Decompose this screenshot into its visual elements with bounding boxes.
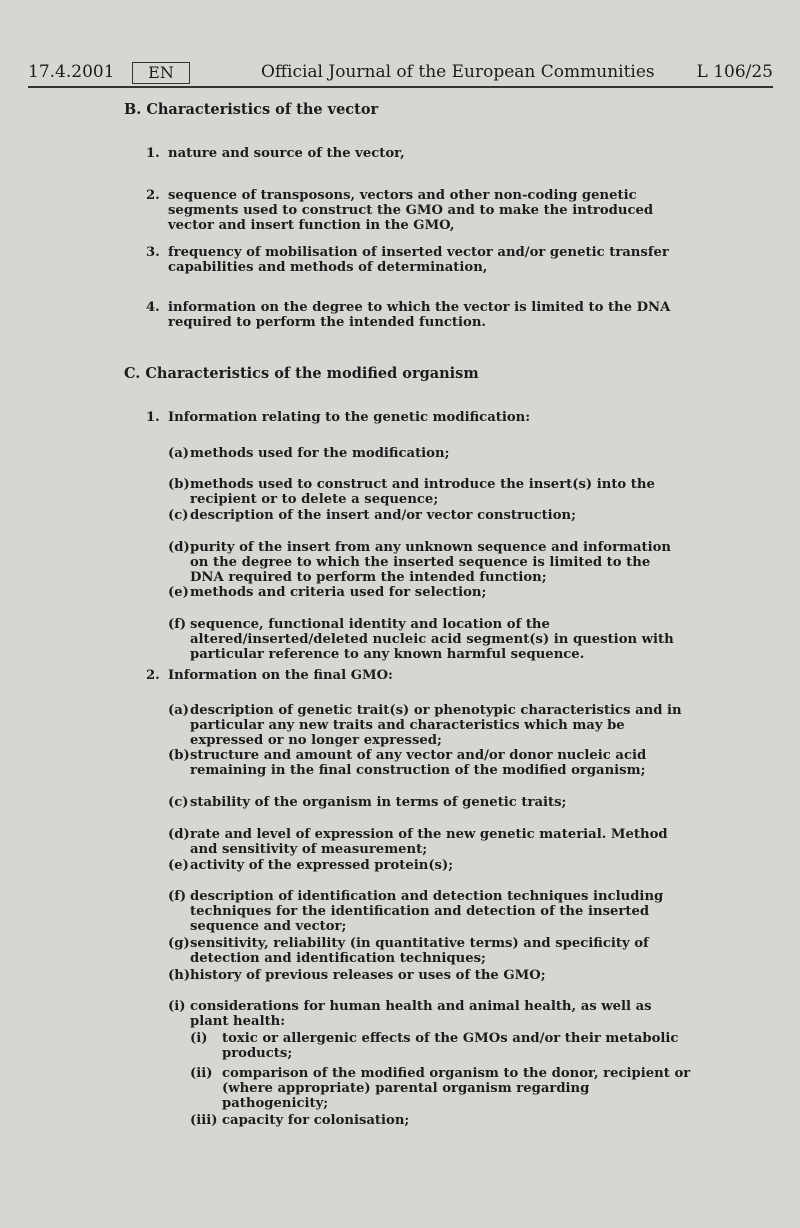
list-item: activity of the expressed protein(s); — [190, 858, 454, 873]
page-reference: L 106/25 — [696, 62, 773, 82]
list-item: rate and level of expression of the new genetic material. Method and sensitivity of measurement; — [190, 827, 668, 857]
item-label: (e) — [168, 858, 189, 873]
item-label: (d) — [168, 827, 190, 842]
page-header — [28, 62, 773, 86]
item-label: (a) — [168, 703, 190, 718]
subitem-label: (i) — [190, 1031, 208, 1046]
sub-list-item: toxic or allergenic effects of the GMOs and/or their metabolic products; — [222, 1031, 679, 1061]
list-item: description of the insert and/or vector construction; — [190, 508, 576, 523]
sub-list-item: comparison of the modified organism to the donor, recipient or (where appropriate) parental organism regarding pathogenicity; — [222, 1066, 691, 1111]
item-label: (c) — [168, 508, 189, 523]
list-item: sensitivity, reliability (in quantitative terms) and specificity of detection and identification techniques; — [190, 936, 649, 966]
item-number: 4. — [146, 300, 160, 315]
subitem-label: (ii) — [190, 1066, 213, 1081]
item-label: (b) — [168, 477, 190, 492]
item-label: (b) — [168, 748, 190, 763]
item-label: (i) — [168, 999, 186, 1014]
list-item: purity of the insert from any unknown sequence and information on the degree to which the inserted sequence is limited to the DNA required to perform the intended function; — [190, 540, 672, 585]
part-number: 1. — [146, 410, 160, 425]
list-item: information on the degree to which the vector is limited to the DNA required to perform the intended function. — [168, 300, 671, 330]
list-item: nature and source of the vector, — [168, 146, 405, 161]
list-item: frequency of mobilisation of inserted vector and/or genetic transfer capabilities and methods of determination, — [168, 245, 669, 275]
item-number: 3. — [146, 245, 160, 260]
item-label: (c) — [168, 795, 189, 810]
list-item: methods and criteria used for selection; — [190, 585, 487, 600]
item-label: (f) — [168, 617, 187, 632]
list-item: sequence, functional identity and location of the altered/inserted/deleted nucleic acid segment(s) in question with particular reference to any known harmful sequence. — [190, 617, 674, 662]
item-number: 1. — [146, 146, 160, 161]
list-item: considerations for human health and animal health, as well as plant health: — [190, 999, 652, 1029]
item-number: 2. — [146, 188, 160, 203]
section-c-title: C. Characteristics of the modified organism — [124, 365, 479, 382]
header-rule — [28, 86, 773, 88]
list-item: description of genetic trait(s) or phenotypic characteristics and in particular any new traits and characteristics which may be expressed or no longer expressed; — [190, 703, 682, 748]
journal-title: Official Journal of the European Communities — [261, 62, 655, 82]
list-item: methods used for the modification; — [190, 446, 450, 461]
list-item: history of previous releases or uses of the GMO; — [190, 968, 546, 983]
list-item: methods used to construct and introduce the insert(s) into the recipient or to delete a sequence; — [190, 477, 655, 507]
item-label: (e) — [168, 585, 189, 600]
list-item: sequence of transposons, vectors and other non-coding genetic segments used to construct the GMO and to make the introduced vector and insert function in the GMO, — [168, 188, 654, 233]
list-item: structure and amount of any vector and/or donor nucleic acid remaining in the final construction of the modified organism; — [190, 748, 647, 778]
part-heading: Information relating to the genetic modification: — [168, 410, 531, 425]
list-item: stability of the organism in terms of genetic traits; — [190, 795, 567, 810]
item-label: (a) — [168, 446, 190, 461]
publication-date: 17.4.2001 — [28, 62, 115, 82]
item-label: (f) — [168, 889, 187, 904]
part-number: 2. — [146, 668, 160, 683]
section-b-title: B. Characteristics of the vector — [124, 101, 379, 118]
list-item: description of identification and detection techniques including techniques for the identification and detection of the inserted sequence and vector; — [190, 889, 664, 934]
item-label: (g) — [168, 936, 190, 951]
item-label: (h) — [168, 968, 191, 983]
subitem-label: (iii) — [190, 1113, 218, 1128]
item-label: (d) — [168, 540, 190, 555]
language-box: EN — [132, 62, 190, 84]
sub-list-item: capacity for colonisation; — [222, 1113, 410, 1128]
part-heading: Information on the final GMO: — [168, 668, 393, 683]
